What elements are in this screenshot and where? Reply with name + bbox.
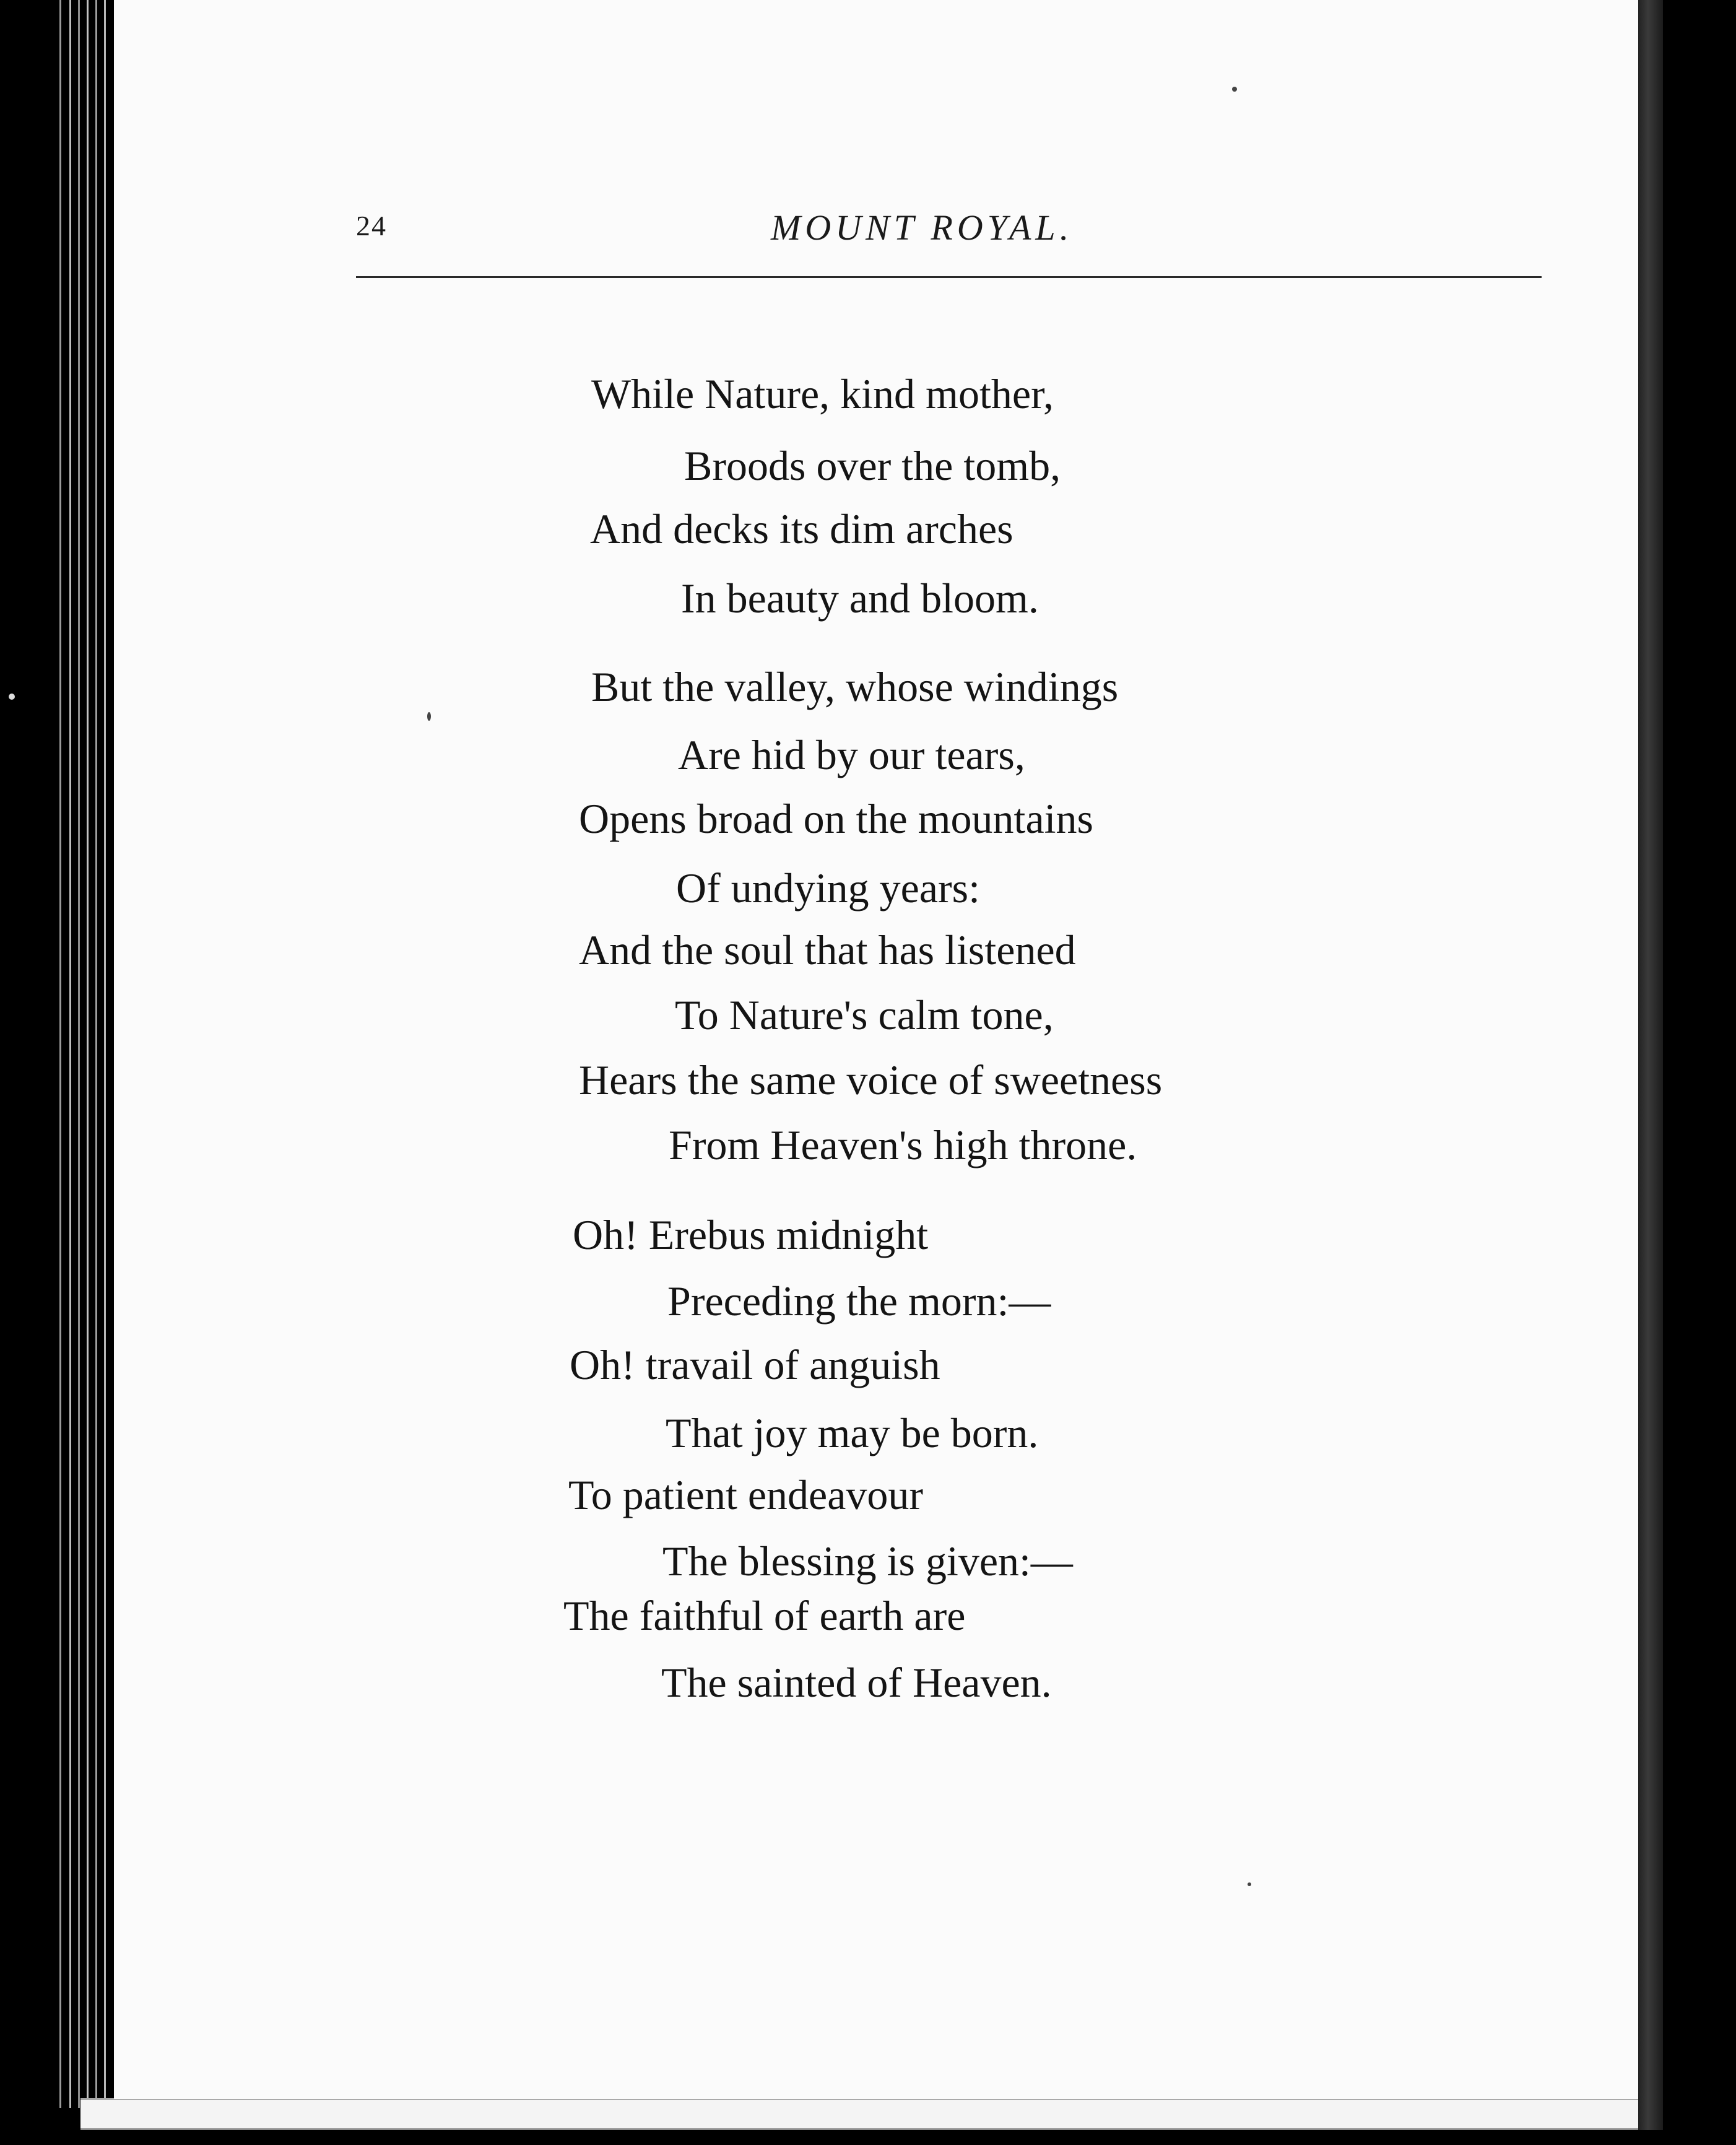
- poem-line: To Nature's calm tone,: [675, 991, 1054, 1038]
- poem-line: The faithful of earth are: [563, 1592, 966, 1639]
- scan-speck: [427, 712, 431, 721]
- poem-line: That joy may be born.: [666, 1409, 1039, 1456]
- poem-line: To patient endeavour: [568, 1471, 924, 1518]
- scan-speck: [1232, 87, 1237, 92]
- poem-line: But the valley, whose windings: [591, 663, 1119, 710]
- poem-line: Of undying years:: [676, 864, 981, 912]
- page-number: 24: [356, 210, 387, 241]
- poem-line: Broods over the tomb,: [684, 442, 1061, 489]
- scan-speck: [9, 694, 15, 700]
- poem-line: The sainted of Heaven.: [661, 1659, 1052, 1706]
- poem-line: From Heaven's high throne.: [669, 1121, 1137, 1168]
- poem-line: Are hid by our tears,: [678, 731, 1025, 778]
- poem-line: In beauty and bloom.: [681, 575, 1039, 622]
- poem-line: Oh! Erebus midnight: [573, 1211, 929, 1258]
- poem-line: While Nature, kind mother,: [591, 370, 1054, 417]
- poem-line: Opens broad on the mountains: [579, 795, 1093, 842]
- scan-speck: [1248, 1882, 1251, 1886]
- poem-line: And decks its dim arches: [590, 505, 1013, 552]
- poem-line: The blessing is given:—: [662, 1538, 1073, 1585]
- poem-line: Oh! travail of anguish: [570, 1341, 940, 1388]
- poem-line: Hears the same voice of sweetness: [579, 1056, 1163, 1103]
- running-title: MOUNT ROYAL.: [771, 207, 1074, 248]
- poem-line: Preceding the morn:—: [667, 1277, 1051, 1325]
- poem-line: And the soul that has listened: [579, 926, 1076, 973]
